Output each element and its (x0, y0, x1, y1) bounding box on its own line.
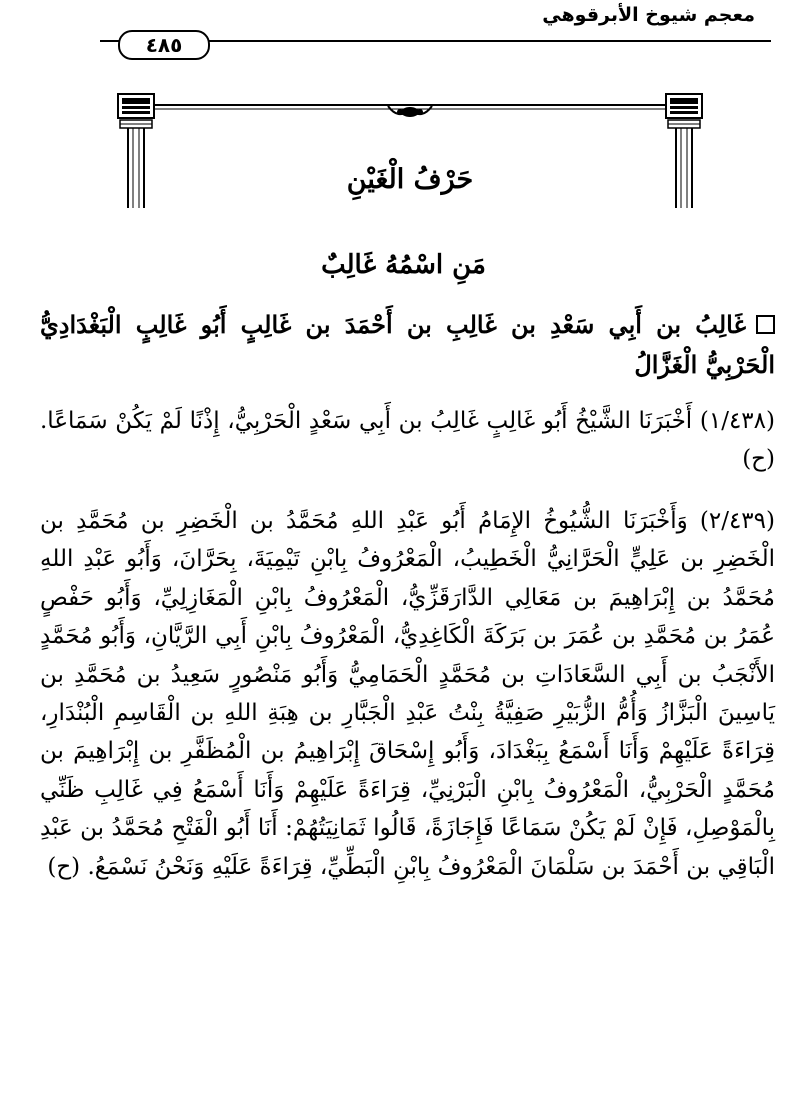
section-title: مَنِ اسْمُهُ غَالِبٌ (321, 250, 486, 280)
narration-paragraph-2: (٢/٤٣٩) وَأَخْبَرَنَا الشُّيُوخُ الإِمَامُ أَبُو عَبْدِ اللهِ مُحَمَّدُ بن الْخَضِرِ بن مُحَمَّدِ بن الْخَضِرِ بن عَلِيٍّ الْحَرَّانِيُّ الْخَطِيبُ، الْمَعْرُوفُ بِابْنِ تَيْمِيَةَ، بِحَرَّانَ، وَأَبُو عَبْدِ اللهِ مُحَمَّدُ بن إِبْرَاهِيمَ بن مَعَالِي الدَّارَقَزِّيُّ، الْمَعْرُوفُ بِابْنِ الْمَغَازِلِيِّ، وَأَبُو حَفْصٍ عُمَرُ بن مُحَمَّدِ بن عُمَرَ بن بَرَكَةَ الْكَاغِدِيُّ، الْمَعْرُوفُ بِابْنِ أَبِي الرَّيَّانِ، وَأَبُو مُحَمَّدٍ الأَنْجَبُ بن أَبِي السَّعَادَاتِ بن مُحَمَّدٍ الْحَمَامِيُّ وَأَبُو مَنْصُورٍ سَعِيدُ بن مُحَمَّدِ بن يَاسِينَ الْبَزَّازُ وَأُمُّ الزُّبَيْرِ صَفِيَّةُ بِنْتُ عَبْدِ الْجَبَّارِ بن هِبَةِ اللهِ بن الْقَاسِمِ الْبُنْدَارِ، قِرَاءَةً عَلَيْهِمْ وَأَنَا أَسْمَعُ بِبَغْدَادَ، وَأَبُو إِسْحَاقَ إِبْرَاهِيمُ بن الْمُظَفَّرِ بن إِبْرَاهِيمَ بن مُحَمَّدٍ الْحَرْبِيُّ، الْمَعْرُوفُ بِابْنِ الْبَرْنِيِّ، قِرَاءَةً عَلَيْهِمْ وَأَنَا أَسْمَعُ فِي غَالِبِ ظَنِّي بِالْمَوْصِلِ، فَإِنْ لَمْ يَكُنْ سَمَاعًا فَإِجَازَةً، قَالُوا ثَمَانِيَتُهُمْ: أَنَا أَبُو الْفَتْحِ مُحَمَّدُ بن عَبْدِ الْبَاقِي بن أَحْمَدَ بن سَلْمَانَ الْمَعْرُوفُ بِابْنِ الْبَطِّيِّ، قِرَاءَةً عَلَيْهِ وَنَحْنُ نَسْمَعُ. (ح) (40, 508, 775, 880)
page-number: ٤٨٥ (118, 30, 210, 60)
chapter-title: حَرْفُ الْغَيْنِ (346, 164, 474, 195)
entry-heading-text: غَالِبُ بن أَبِي سَعْدِ بن غَالِبِ بن أَحْمَدَ بن غَالِبٍ أَبُو غَالِبٍ الْبَغْدَادِيُّ الْحَرْبِيُّ الْغَزَّالُ (40, 310, 775, 379)
running-header-title: معجم شيوخ الأبرقوهي (542, 4, 755, 26)
square-bullet-icon (756, 315, 775, 334)
biography-entry-heading (40, 305, 775, 385)
narration-paragraph-1: (١/٤٣٨) أَخْبَرَنَا الشَّيْخُ أَبُو غَالِبٍ غَالِبُ بن أَبِي سَعْدٍ الْحَرْبِيُّ، إِذْنًا لَمْ يَكُنْ سَمَاعًا. (ح) (40, 408, 775, 472)
center-ornament-icon (388, 106, 432, 117)
